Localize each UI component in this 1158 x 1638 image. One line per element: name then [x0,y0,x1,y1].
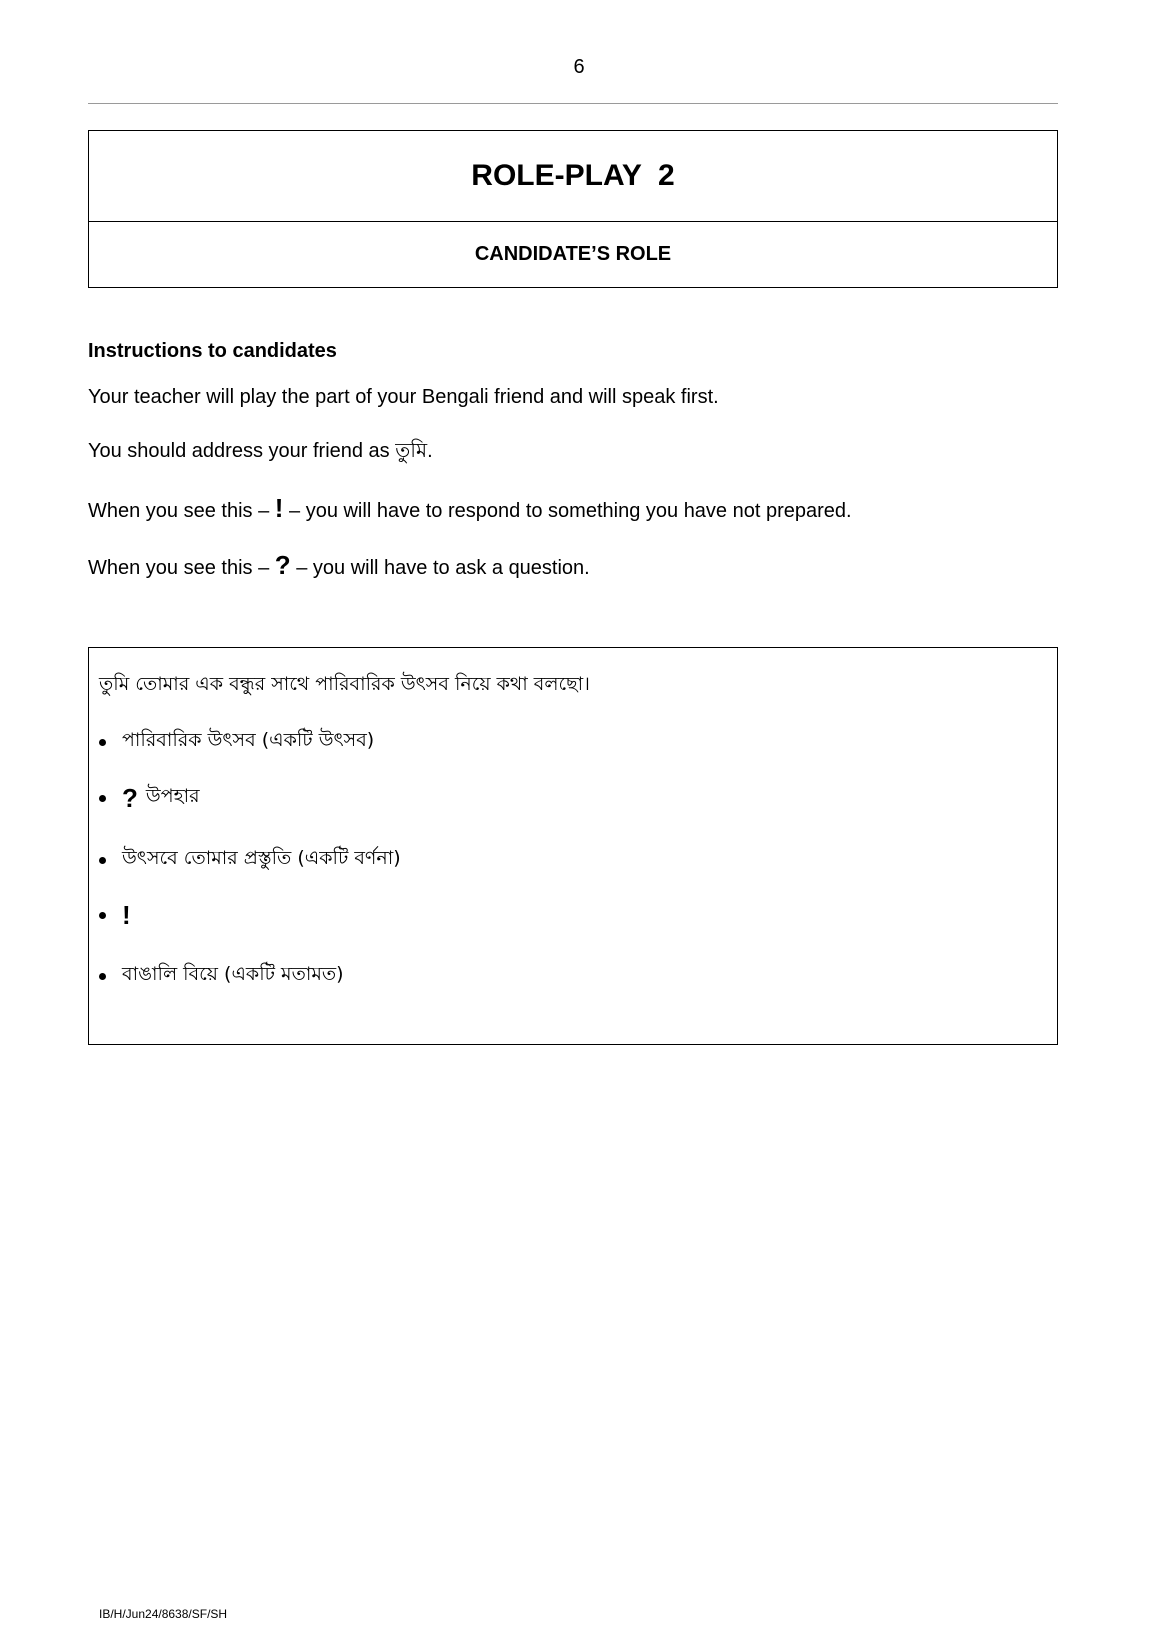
title-box [88,130,1058,288]
page-title: ROLE-PLAY 2 [89,131,1057,222]
instruction-question-prefix: When you see this – [88,557,275,579]
bullet-icon [99,739,106,746]
bullet-icon [99,973,106,980]
instruction-address-prefix: You should address your friend as [88,440,396,462]
page-subtitle: CANDIDATE’S ROLE [474,243,672,265]
instruction-address-suffix: . [427,440,433,462]
task-item-3 [99,844,401,876]
instruction-line-teacher: Your teacher will play the part of your Bengali friend and will speak first. [88,386,719,408]
page-number: 6 [573,56,585,78]
instructions-heading: Instructions to candidates [88,340,337,362]
task-item-5-text: বাঙালি বিয়ে (একটি মতামত) [122,963,344,985]
task-item-1-text: পারিবারিক উৎসব (একটি উৎসব) [122,729,375,751]
question-symbol: ? [274,550,291,580]
task-item-1 [99,726,374,758]
task-item-2 [99,782,200,814]
instruction-address-word: তুমি [395,438,428,462]
instruction-line-address [88,436,433,469]
task-item-4-marker: ! [122,900,131,930]
footer-code: IB/H/Jun24/8638/SF/SH [99,1607,228,1621]
instruction-question-suffix: – you will have to ask a question. [290,557,590,579]
task-item-4 [99,900,139,931]
bullet-icon [99,795,106,802]
bullet-icon [99,857,106,864]
task-box [88,647,1058,1045]
task-intro: তুমি তোমার এক বন্ধুর সাথে পারিবারিক উৎসব নিয়ে কথা বলছো। [99,673,590,695]
task-item-5 [99,960,344,992]
instruction-line-unprepared [88,493,852,524]
task-item-2-text: উপহার [145,785,200,807]
task-item-2-marker: ? [122,782,138,813]
instruction-line-question [88,550,590,581]
bullet-icon [99,912,106,919]
task-item-3-text: উৎসবে তোমার প্রস্তুতি (একটি বর্ণনা) [122,847,401,869]
header-rule [88,103,1058,104]
instruction-unprepared-suffix: – you will have to respond to something you have not prepared. [283,500,852,522]
instruction-unprepared-prefix: When you see this – [88,500,275,522]
exclamation-symbol: ! [274,493,284,523]
